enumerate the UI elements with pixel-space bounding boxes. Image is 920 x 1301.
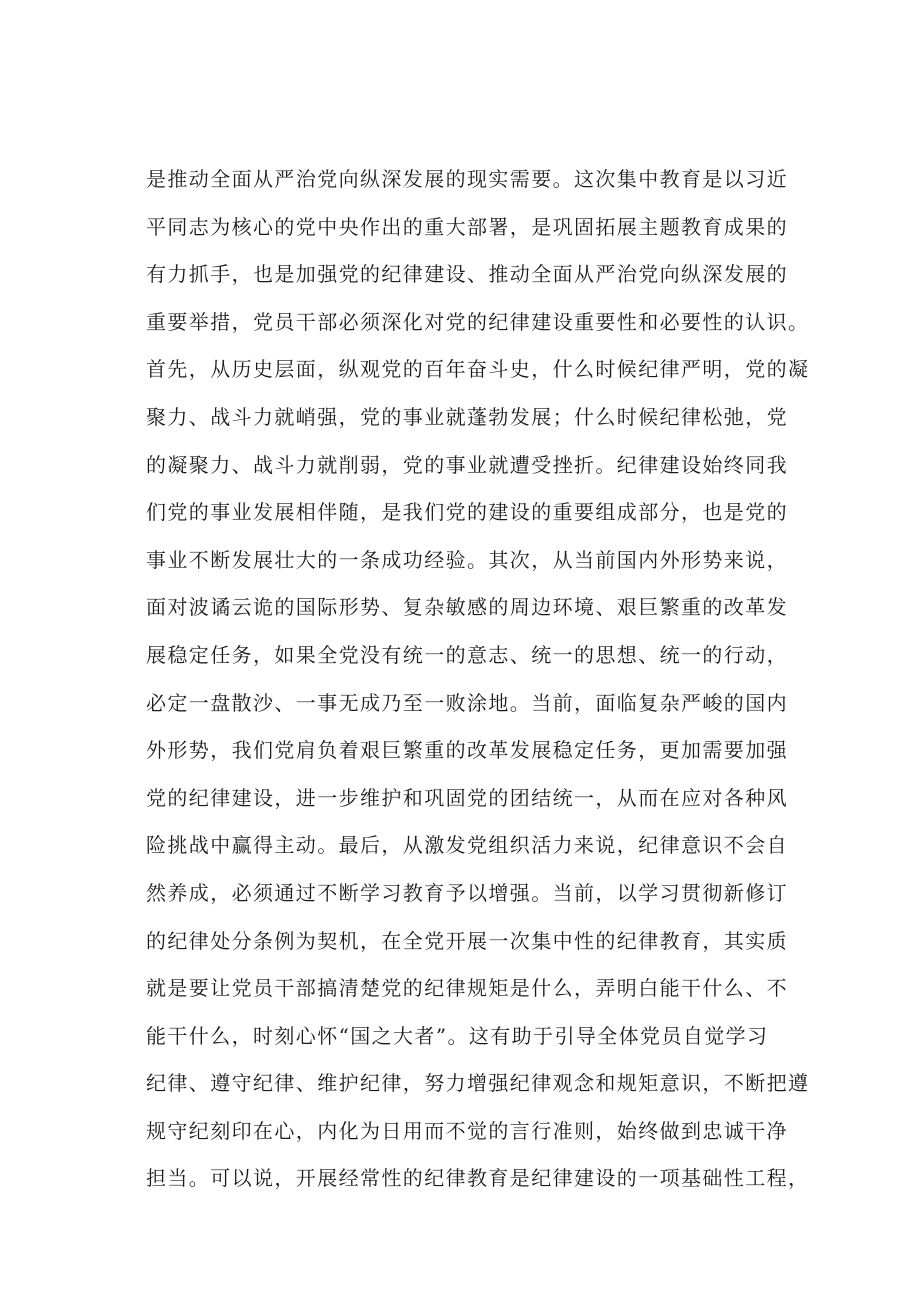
text-line: 然养成，必须通过不断学习教育予以增强。当前，以学习贯彻新修订 <box>146 880 788 905</box>
text-line: 聚力、战斗力就峭强，党的事业就蓬勃发展；什么时候纪律松弛，党 <box>146 404 788 429</box>
text-line: 展稳定任务，如果全党没有统一的意志、统一的思想、统一的行动， <box>146 642 788 667</box>
text-line: 纪律、遵守纪律、维护纪律，努力增强纪律观念和规矩意识，不断把遵 <box>146 1071 810 1096</box>
text-line: 规守纪刻印在心，内化为日用而不觉的言行准则，始终做到忠诚干净 <box>146 1118 788 1143</box>
text-line: 面对波谲云诡的国际形势、复杂敏感的周边环境、艰巨繁重的改革发 <box>146 595 788 620</box>
text-line: 能干什么，时刻心怀“国之大者”。这有助于引导全体党员自觉学习 <box>146 1023 769 1048</box>
text-line: 外形势，我们党肩负着艰巨繁重的改革发展稳定任务，更加需要加强 <box>146 738 788 763</box>
text-line: 担当。可以说，开展经常性的纪律教育是纪律建设的一项基础性工程， <box>146 1166 810 1191</box>
text-line: 必定一盘散沙、一事无成乃至一败涂地。当前，面临复杂严峻的国内 <box>146 690 788 715</box>
text-line: 们党的事业发展相伴随，是我们党的建设的重要组成部分，也是党的 <box>146 500 788 525</box>
text-line: 是推动全面从严治党向纵深发展的现实需要。这次集中教育是以习近 <box>146 167 788 191</box>
text-line: 重要举措，党员干部必须深化对党的纪律建设重要性和必要性的认识。 <box>146 309 810 334</box>
text-line: 的凝聚力、战斗力就削弱，党的事业就遭受挫折。纪律建设始终同我 <box>146 452 788 477</box>
text-line: 平同志为核心的党中央作出的重大部署，是巩固拓展主题教育成果的 <box>146 214 788 239</box>
text-line: 有力抓手，也是加强党的纪律建设、推动全面从严治党向纵深发展的 <box>146 262 788 287</box>
text-line: 首先，从历史层面，纵观党的百年奋斗史，什么时候纪律严明，党的凝 <box>146 357 810 382</box>
text-line: 就是要让党员干部搞清楚党的纪律规矩是什么，弄明白能干什么、不 <box>146 976 788 1001</box>
text-line: 的纪律处分条例为契机，在全党开展一次集中性的纪律教育，其实质 <box>146 928 788 953</box>
text-line: 险挑战中赢得主动。最后，从激发党组织活力来说，纪律意识不会自 <box>146 833 788 858</box>
text-line: 党的纪律建设，进一步维护和巩固党的团结统一，从而在应对各种风 <box>146 785 788 810</box>
text-line: 事业不断发展壮大的一条成功经验。其次，从当前国内外形势来说， <box>146 547 788 572</box>
body-paragraph <box>146 156 826 1203</box>
